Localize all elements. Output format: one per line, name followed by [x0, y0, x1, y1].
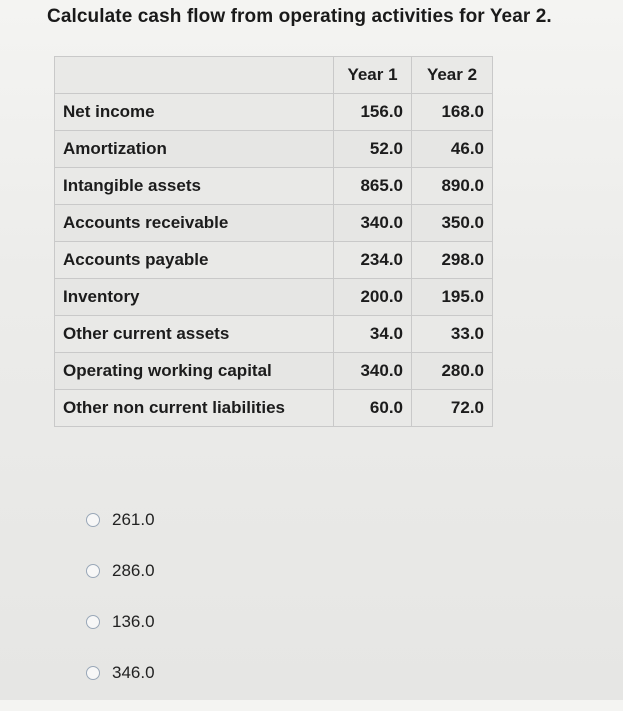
year-2-value: 890.0 — [412, 168, 493, 205]
table-row — [55, 279, 493, 316]
year-1-value: 200.0 — [334, 279, 412, 316]
row-label: Amortization — [55, 131, 334, 168]
year-2-value: 168.0 — [412, 94, 493, 131]
year-1-value: 34.0 — [334, 316, 412, 353]
year-2-value: 280.0 — [412, 353, 493, 390]
year-2-value: 46.0 — [412, 131, 493, 168]
table-row — [55, 94, 493, 131]
header-year-2: Year 2 — [412, 57, 493, 94]
table-row — [55, 205, 493, 242]
row-label: Other current assets — [55, 316, 334, 353]
row-label: Operating working capital — [55, 353, 334, 390]
year-1-value: 865.0 — [334, 168, 412, 205]
table-row — [55, 242, 493, 279]
year-1-value: 60.0 — [334, 390, 412, 427]
year-1-value: 156.0 — [334, 94, 412, 131]
financial-table — [54, 56, 493, 427]
year-2-value: 72.0 — [412, 390, 493, 427]
option-label[interactable]: 346.0 — [112, 663, 155, 682]
year-2-value: 33.0 — [412, 316, 493, 353]
answer-option-2[interactable] — [86, 558, 155, 584]
row-label: Other non current liabilities — [55, 390, 334, 427]
year-2-value: 195.0 — [412, 279, 493, 316]
table-header-row — [55, 57, 493, 94]
year-1-value: 340.0 — [334, 205, 412, 242]
radio-button-icon[interactable] — [86, 666, 100, 680]
year-2-value: 350.0 — [412, 205, 493, 242]
question-text: Calculate cash flow from operating activities for Year 2. — [47, 6, 552, 27]
radio-button-icon[interactable] — [86, 615, 100, 629]
option-label[interactable]: 261.0 — [112, 510, 155, 529]
row-label: Net income — [55, 94, 334, 131]
answer-option-4[interactable] — [86, 660, 155, 686]
year-2-value: 298.0 — [412, 242, 493, 279]
row-label: Accounts payable — [55, 242, 334, 279]
table-row — [55, 353, 493, 390]
table-row — [55, 316, 493, 353]
table-row — [55, 390, 493, 427]
row-label: Inventory — [55, 279, 334, 316]
year-1-value: 340.0 — [334, 353, 412, 390]
answer-option-1[interactable] — [86, 507, 155, 533]
header-blank — [55, 57, 334, 94]
option-label[interactable]: 286.0 — [112, 561, 155, 580]
year-1-value: 234.0 — [334, 242, 412, 279]
table-row — [55, 168, 493, 205]
table-row — [55, 131, 493, 168]
option-label[interactable]: 136.0 — [112, 612, 155, 631]
radio-button-icon[interactable] — [86, 564, 100, 578]
header-year-1: Year 1 — [334, 57, 412, 94]
row-label: Accounts receivable — [55, 205, 334, 242]
row-label: Intangible assets — [55, 168, 334, 205]
answer-option-3[interactable] — [86, 609, 155, 635]
radio-button-icon[interactable] — [86, 513, 100, 527]
year-1-value: 52.0 — [334, 131, 412, 168]
answer-options — [86, 507, 155, 711]
